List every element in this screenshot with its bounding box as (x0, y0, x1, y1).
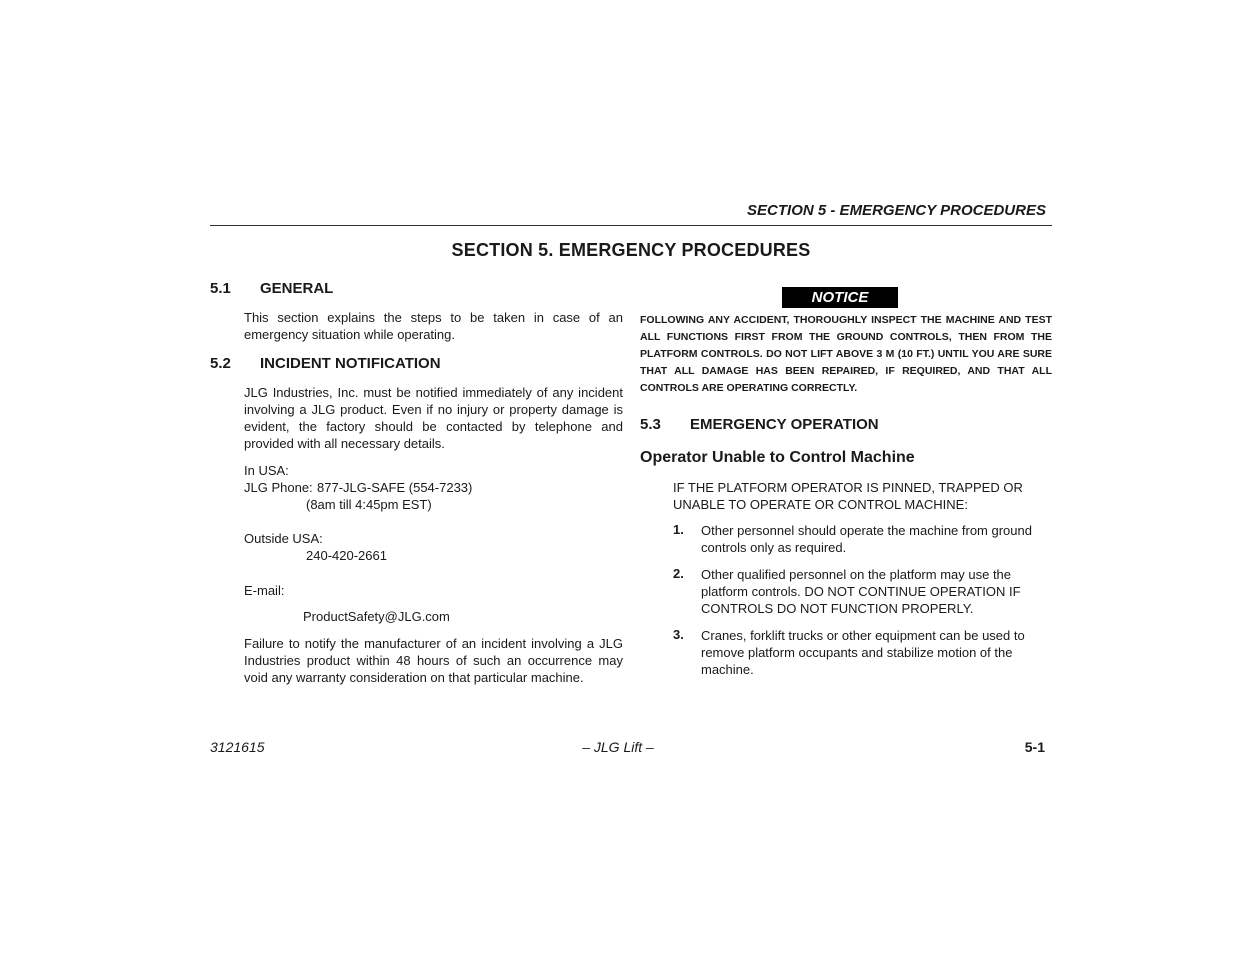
heading-text: GENERAL (260, 280, 334, 297)
list-item-text: Cranes, forklift trucks or other equipment can be used to remove platform occupants and stabilize motion of the machine. (701, 628, 1025, 677)
list-item (673, 566, 1052, 622)
subsection-title: Operator Unable to Control Machine (640, 449, 915, 466)
list-item-number: 2. (673, 566, 684, 581)
phone-hours: (8am till 4:45pm EST) (306, 497, 432, 512)
in-usa-label: In USA: (244, 463, 289, 478)
list-item (673, 522, 1052, 562)
general-paragraph: This section explains the steps to be taken in case of an emergency situation while operating. (244, 310, 623, 342)
heading-5-2 (210, 355, 610, 375)
page-number: 5-1 (1024, 739, 1045, 755)
list-item-text: Other qualified personnel on the platform may use the platform controls. DO NOT CONTINUE OPERATION IF CONTROLS DO NOT FUNCTION PROPERLY. (701, 567, 1021, 616)
section-title: SECTION 5. EMERGENCY PROCEDURES (451, 240, 811, 260)
list-item-number: 1. (673, 522, 684, 537)
notice-badge: NOTICE (782, 287, 898, 308)
notice-text: FOLLOWING ANY ACCIDENT, THOROUGHLY INSPECT THE MACHINE AND TEST ALL FUNCTIONS FIRST FROM THE GROUND CONTROLS, THEN FROM THE PLATFORM CONTROLS. DO NOT LIFT ABOVE 3 M (10 FT.) UNTIL YOU ARE SURE THAT ALL DAMAGE HAS BEEN REPAIRED, IF REQUIRED, AND THAT ALL CONTROLS ARE OPERATING CORRECTLY. (640, 314, 1052, 394)
heading-text: EMERGENCY OPERATION (690, 416, 879, 433)
footer-center: – JLG Lift – (582, 739, 654, 755)
list-item-text: Other personnel should operate the machine from ground controls only as required. (701, 523, 1032, 555)
heading-text: INCIDENT NOTIFICATION (260, 355, 441, 372)
phone-value: 877-JLG-SAFE (554-7233) (317, 480, 473, 495)
heading-5-3 (640, 416, 1040, 436)
list-item-number: 3. (673, 627, 684, 642)
failure-paragraph: Failure to notify the manufacturer of an incident involving a JLG Industries product within 48 hours of such an occurrence may void any warranty consideration on that particular machine. (244, 636, 623, 685)
header-rule (210, 225, 1052, 226)
email-label: E-mail: (244, 583, 285, 598)
doc-number: 3121615 (210, 739, 265, 755)
heading-number: 5.1 (210, 280, 231, 297)
email-link[interactable]: ProductSafety@JLG.com (303, 609, 450, 624)
phone-label: JLG Phone: (244, 480, 313, 495)
running-header: SECTION 5 - EMERGENCY PROCEDURES (747, 202, 1046, 219)
heading-5-1 (210, 280, 610, 300)
list-item (673, 627, 1052, 683)
outside-usa-label: Outside USA: (244, 531, 323, 546)
heading-number: 5.3 (640, 416, 661, 433)
heading-number: 5.2 (210, 355, 231, 372)
outside-usa-phone: 240-420-2661 (306, 548, 387, 563)
intro-paragraph: IF THE PLATFORM OPERATOR IS PINNED, TRAPPED OR UNABLE TO OPERATE OR CONTROL MACHINE: (673, 480, 1023, 512)
incident-paragraph: JLG Industries, Inc. must be notified immediately of any incident involving a JLG product. Even if no injury or property damage is evident, the factory should be contacted by telephone and provided with all necessary details. (244, 385, 623, 451)
